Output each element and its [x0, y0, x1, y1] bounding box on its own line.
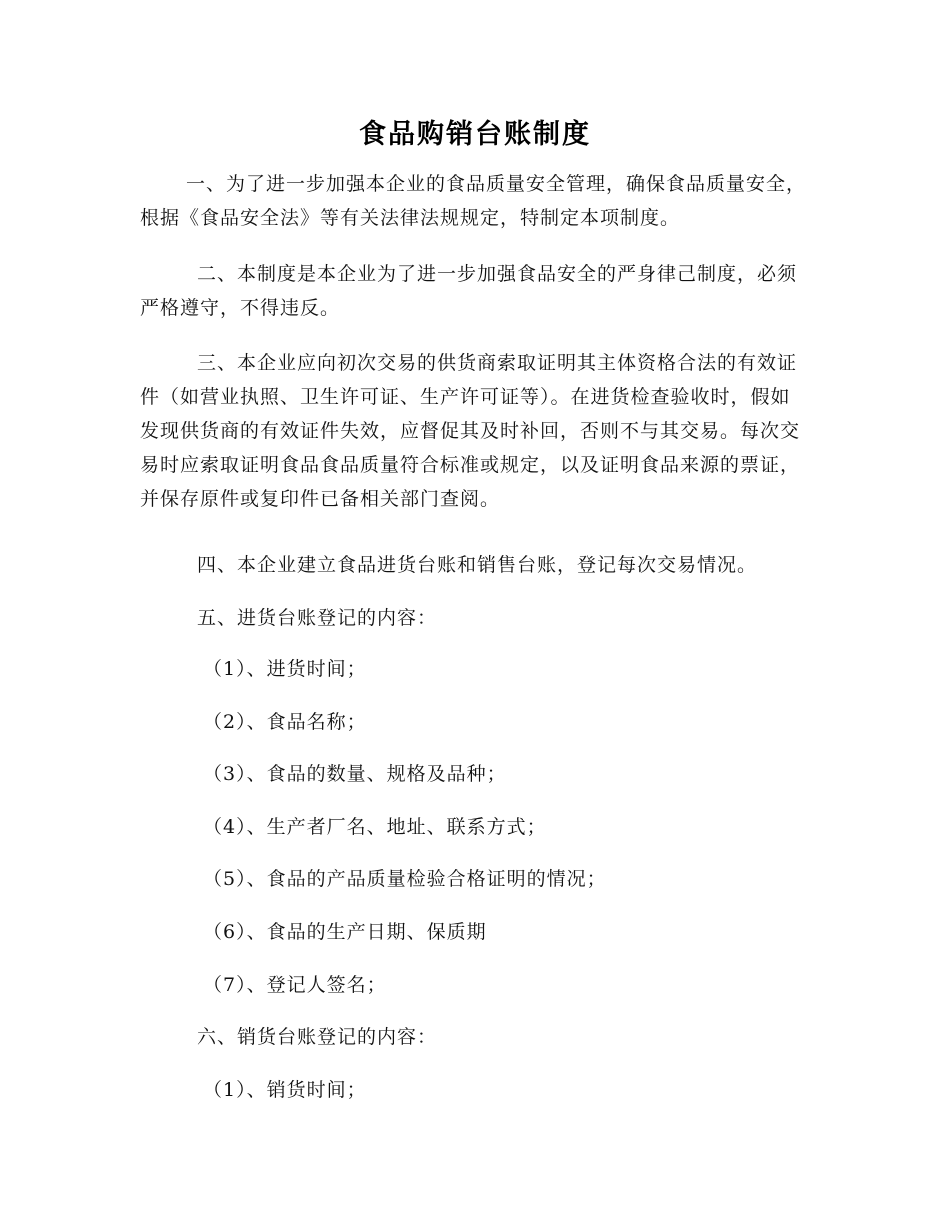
- list-item: （3）、食品的数量、规格及品种；: [203, 763, 507, 785]
- list-item: （1）、进货时间；: [203, 658, 367, 680]
- list-item: （6）、食品的生产日期、保质期: [203, 921, 487, 943]
- section-6-heading: 六、销货台账登记的内容：: [197, 1026, 438, 1048]
- list-item: （5）、食品的产品质量检验合格证明的情况；: [203, 868, 607, 890]
- paragraph-1: 一、为了进一步加强本企业的食品质量安全管理，确保食品质量安全，根据《食品安全法》等有关法律法规规定，特制定本项制度。: [140, 173, 807, 229]
- paragraph-3: 三、本企业应向初次交易的供货商索取证明其主体资格合法的有效证件（如营业执照、卫生许可证、生产许可证等）。在进货检查验收时，假如发现供货商的有效证件失效，应督促其及时补回，否则不与其交易。每次交易时应索取证明食品食品质量符合标准或规定，以及证明食品来源的票证，并保存原件或复印件已备相关部门查阅。: [140, 352, 801, 510]
- list-item: （7）、登记人签名；: [203, 974, 387, 996]
- document-title: 食品购销台账制度: [359, 119, 591, 150]
- section-5-heading: 五、进货台账登记的内容：: [197, 607, 438, 629]
- list-item: （1）、销货时间；: [203, 1079, 367, 1101]
- paragraph-2: 二、本制度是本企业为了进一步加强食品安全的严身律己制度，必须严格遵守，不得违反。: [140, 263, 798, 319]
- list-item: （2）、食品名称；: [203, 711, 367, 733]
- list-item: （4）、生产者厂名、地址、联系方式；: [203, 816, 547, 838]
- section-4-text: 四、本企业建立食品进货台账和销售台账，登记每次交易情况。: [197, 554, 758, 576]
